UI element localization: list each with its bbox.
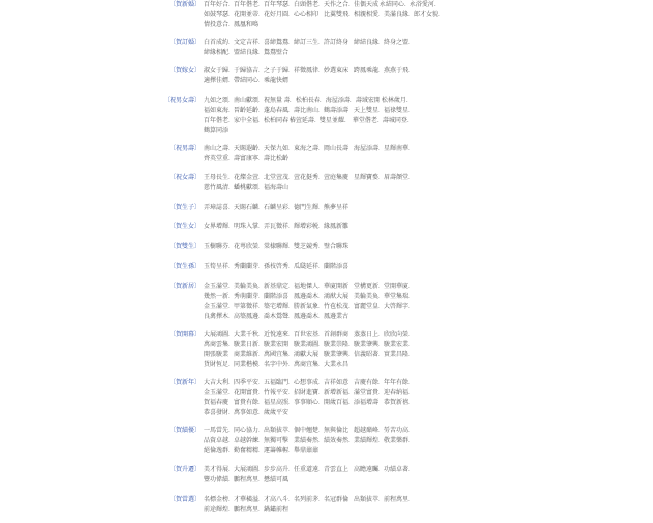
entry-line: 品資卓越．卓越幹練．無獨可擊 業績奏然．績效奏然．業績輝煌．敬業樂群． xyxy=(204,437,415,444)
entry-line: 貨財恆足．同業楷模．名字中外．萬商宜集．大業永昌 xyxy=(204,361,349,368)
entry-label: 〔賀雙生〕 xyxy=(169,243,200,250)
entry-label: 〔賀當選〕 xyxy=(169,496,200,503)
entry-label: 〔賀生女〕 xyxy=(169,223,200,230)
entry-label: 〔賀訂婚〕 xyxy=(169,39,200,46)
entry-line: 弄璋誌喜．天賜石麟．石麟呈彩．德門生輝．熊夢呈祥 xyxy=(204,204,349,211)
entry-label: 〔賀新年〕 xyxy=(169,379,200,386)
entry-line: 豐功偉績．鵬程萬里．懋績可風 xyxy=(204,476,289,483)
entry-text xyxy=(204,495,489,515)
entry-line: 金玉滿堂．花開富貴．竹報平安．招財進寶．新增新福．滿堂富貴．迎春納福． xyxy=(204,389,415,396)
entry-line: 恭喜發財．萬事如意．歲歲平安 xyxy=(204,409,289,416)
entry-label: 〔賀生孫〕 xyxy=(169,263,200,270)
entry-line: 百年好合．百年偕老．百年琴瑟．白頭偕老．天作之合．佳偶天成 永結同心．永浴愛河． xyxy=(204,1,440,8)
entry-line: 幾然一新．秀萌蘭芽．蘭階添喜 鳳邊喬木．鴻猷大展 美輪美奐．華堂集瑞． xyxy=(204,293,415,300)
entry-text xyxy=(204,144,489,164)
entry-text xyxy=(204,242,489,252)
entry-line: 淑女于歸．于歸協吉．之子于歸．祥徵鳳律．妙選東床 跨鳳乘龍．燕燕于飛． xyxy=(204,67,415,74)
entry-text xyxy=(204,0,489,30)
entry-line: 如鼓琴瑟．花開並蒂．花好月圓．心心相印 比翼雙飛．相親相愛．美滿良緣．郎才女貌． xyxy=(204,11,445,18)
entry-line: 締緣相配．盟結良緣．鴛鴦壁合 xyxy=(204,49,289,56)
entry-label: 〔祝女壽〕 xyxy=(169,174,200,181)
entry-line: 情投意合．鳳凰和鳴 xyxy=(204,21,259,28)
entry-line: 開張駿業 商業維新．萬國宜集．鴻獻大展 駿業肇興．信義昭著．實業昌隆． xyxy=(204,351,415,358)
entry-line: 大吉大利．四季平安．五福臨門．心想事成．吉祥如意 吉慶有餘．年年有餘． xyxy=(204,379,415,386)
entry-text xyxy=(204,465,489,485)
entry-line: 名標金榜．才華橫溢．才高八斗．名列前茅．名冠群倫 出類拔萃．前程萬里． xyxy=(204,496,415,503)
entry-text xyxy=(204,262,489,272)
entry-line: 賀福春慶 富貴有餘．福星高照．事事順心．開歲百福．添福增壽 恭賀新禧． xyxy=(204,399,415,406)
entry-line: 福如東海．晉齡延齡．蓬島春風．壽比南山．鶴壽添壽 天上雙星．福祿雙星． xyxy=(204,107,415,114)
entry-line: 大展鴻圖．大業千秋．近悅遠來．百世宏基．首創群商 蒸蒸日上．欣欣向榮． xyxy=(204,331,415,338)
entry-line: 金玉滿堂．美輪美奐．新基鼎定．福地傑人．華廈開新 堂構更新．堂開華廈． xyxy=(204,283,415,290)
entry-text xyxy=(204,222,489,232)
entry-line: 前途輝煌．鵬程萬里．鍋鏽前程 xyxy=(204,506,289,513)
entry-text xyxy=(204,66,489,86)
entry-text xyxy=(204,330,489,370)
entry-text xyxy=(204,203,489,213)
entry-label: 〔賀新居〕 xyxy=(169,283,200,290)
entry-line: 萬商雲集．駿業日新．駿業宏開 駿業鴻圖．駿業崇隆．駿業肇興．駿業宏業． xyxy=(204,341,415,348)
entry-text xyxy=(204,96,489,136)
entry-line: 南山之壽．天賜遐齡．天保九如．東海之壽．岡山長壽 海屋添壽．星輝南華． xyxy=(204,145,415,152)
entry-label: 〔賀開幕〕 xyxy=(169,331,200,338)
entry-line: 絕倫逸群．勤奮精精．運籌帷幄．舉鼎鼐鼐 xyxy=(204,447,319,454)
entry-line: 齊英堂重．壽富康寧．壽比松齡 xyxy=(204,155,289,162)
entry-line: 金玉滿堂．甲第徵祥．築宅增輝．勝新氣象．竹苞松茂．富麗堂皇．大啓輝字． xyxy=(204,303,415,310)
entry-text xyxy=(204,378,489,418)
entry-label: 〔祝男女壽〕 xyxy=(163,97,200,104)
entry-label: 〔賀績優〕 xyxy=(169,427,200,434)
entry-text xyxy=(204,282,489,322)
entry-line: 女界增輝．明珠入掌．弄瓦徵祥．輝增彩帨．緣鳳新雛 xyxy=(204,223,349,230)
entry-label: 〔賀嫁女〕 xyxy=(169,67,200,74)
entry-line: 百年偕老．家中全福．松柏同春 椿萱延壽．雙星並耀． 華堂偕老．壽城同登． xyxy=(204,117,413,124)
entry-line: 王母長生．花燦金萱．北堂萱茂．萱花挺秀．萱庭集慶 星輝寶婺．眉壽顏堂． xyxy=(204,174,415,181)
entry-line: 慈竹風清．蟠桃獻頌．福海壽山 xyxy=(204,184,289,191)
entry-label: 〔賀升遷〕 xyxy=(169,466,200,473)
entry-line: 良禽擇木．高築鳳邊．喬木鶯聲．鳳邊喬木．鳳邊業古 xyxy=(204,313,349,320)
entry-text xyxy=(204,173,489,193)
entry-line: 美才得展．大展鴻圖．步步高升．任重道遠．青雲直上 高瞻遠矚．功績卓著． xyxy=(204,466,415,473)
entry-line: 玉筍呈祥．秀蘭蘭芽．孫枝啓秀．瓜瓞延祥．蘭階添喜 xyxy=(204,263,349,270)
entry-line: 適擇佳婿．帶結同心．乘龍快婿 xyxy=(204,77,289,84)
entry-text xyxy=(204,426,489,456)
entry-text xyxy=(204,38,489,58)
entry-line: 九如之頌．南山獻頌．祝無量 壽．松柏長春．海屋添壽．壽域宏開 松林歲月． xyxy=(204,97,412,104)
entry-label: 〔祝男壽〕 xyxy=(169,145,200,152)
entry-line: 玉樹聯芬．花萼欣榮．棠棣聯輝．雙芝競秀．璧合聯珠 xyxy=(204,243,349,250)
entry-line: 白首成約．文定吉祥．喜締鴛鴦．締訂三生．許訂終身 締結良緣．終身之盟． xyxy=(204,39,415,46)
entry-line: 鶴算同添 xyxy=(204,127,229,134)
entry-label: 〔賀新婚〕 xyxy=(169,1,200,8)
entry-label: 〔賀生子〕 xyxy=(169,204,200,211)
entry-line: 一馬當先．同心協力．出類拔萃．個中翹楚．無與倫比 超越巔峰．勞苦功高． xyxy=(204,427,415,434)
